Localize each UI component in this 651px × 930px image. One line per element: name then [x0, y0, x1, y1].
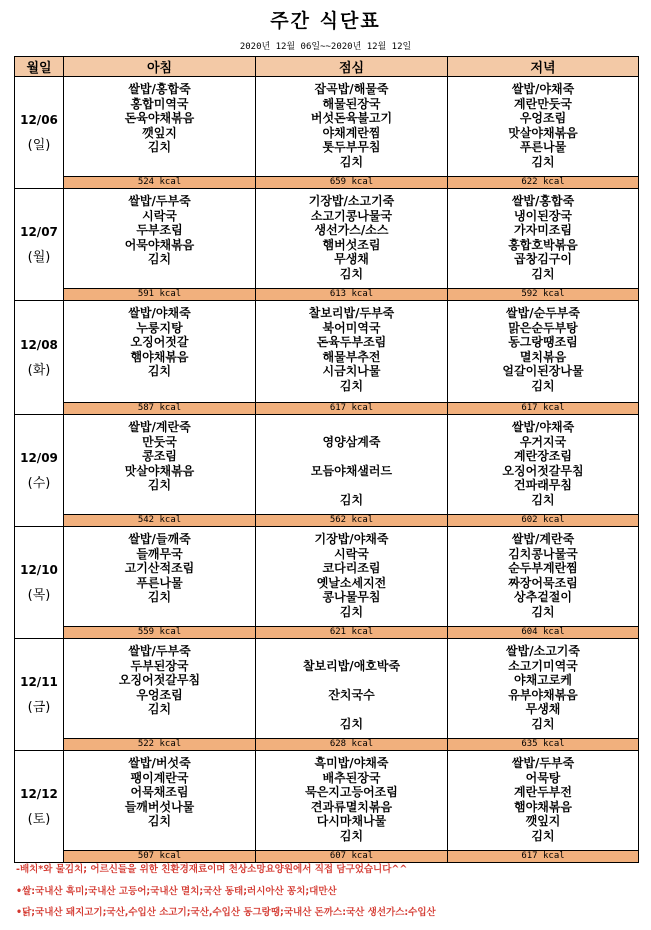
menu-item: 야채계란찜 [322, 125, 381, 140]
kcal-row [15, 515, 639, 527]
dinner-cell [448, 77, 639, 177]
menu-item [256, 449, 447, 464]
menu-item: 들깨무국 [136, 546, 183, 561]
menu-item: 김치 [531, 716, 555, 731]
menu-item: 계란장조림 [514, 449, 572, 464]
menu-item: 두부조림 [136, 223, 183, 238]
menu-item: 얼갈이된장나물 [502, 364, 584, 379]
menu-item: 맛살야채볶음 [508, 125, 578, 140]
menu-item: 고기산적조림 [124, 561, 195, 576]
kcal-value: 592 kcal [448, 289, 639, 301]
menu-item: 김치 [339, 266, 364, 281]
menu-item: 생선가스/소스 [314, 223, 389, 238]
header-dinner: 저녁 [448, 57, 639, 77]
footer-line-2: •쌀:국내산 흑미;국내산 고등어;국내산 멸치;국산 동태;러시아산 꽁치;대만산 [16, 885, 337, 897]
kcal-value: 628 kcal [256, 739, 448, 751]
menu-item: 쌀밥/야채죽 [511, 82, 575, 96]
lunch-cell [256, 77, 448, 177]
kcal-row [15, 739, 639, 751]
footer-line-1: -배치*와 물김치; 어르신들을 위한 친환경재료이며 천상소망요양원에서 직접 담구었습니다^^ [16, 864, 408, 875]
menu-item: 김치콩나물국 [508, 546, 578, 561]
kcal-value: 617 kcal [448, 403, 639, 415]
menu-item: 맑은순두부탕 [508, 320, 578, 335]
lunch-cell [256, 639, 448, 739]
menu-item: 무생채 [334, 252, 369, 267]
menu-item: 쌀밥/야채죽 [128, 306, 191, 320]
menu-item: 들깨버섯나물 [124, 799, 195, 814]
kcal-value: 659 kcal [256, 177, 448, 189]
dinner-cell [448, 527, 639, 627]
menu-item: 계란만둣국 [514, 96, 572, 111]
menu-item: 쌀밥/홍합죽 [511, 194, 575, 208]
menu-item: 김치 [147, 814, 172, 829]
lunch-cell [256, 301, 448, 403]
breakfast-cell [64, 527, 256, 627]
menu-item: 어묵채조림 [130, 785, 189, 800]
lunch-cell [256, 189, 448, 289]
menu-item: 김치 [531, 828, 555, 843]
day-row [15, 639, 639, 739]
menu-item: 코다리조림 [322, 561, 381, 576]
menu-item: 어묵탕 [525, 770, 561, 785]
day-cell [15, 189, 64, 301]
menu-item: 짜장어묵조림 [508, 575, 578, 590]
menu-item: 해물된장국 [322, 96, 381, 111]
menu-item: 햄야채볶음 [514, 799, 572, 814]
kcal-value: 604 kcal [448, 627, 639, 639]
kcal-row [15, 289, 639, 301]
menu-item: 쌀밥/소고기죽 [506, 644, 580, 658]
menu-item: 흑미밥/야채죽 [314, 756, 389, 770]
menu-item: 김치 [339, 378, 364, 393]
kcal-row [15, 627, 639, 639]
menu-item [256, 673, 447, 688]
menu-item: 쌀밥/두부죽 [511, 756, 575, 770]
menu-item: 모듬야채샐러드 [310, 463, 393, 478]
menu-item: 김치 [339, 604, 364, 619]
menu-item: 시락국 [334, 546, 369, 561]
dinner-cell [448, 415, 639, 515]
menu-item: 쌀밥/계란죽 [128, 420, 191, 434]
menu-item: 김치 [339, 716, 364, 731]
dinner-cell [448, 301, 639, 403]
day-of-week: (목) [27, 587, 51, 603]
menu-item: 김치 [147, 140, 172, 155]
kcal-value: 524 kcal [64, 177, 256, 189]
day-of-week: (일) [27, 137, 51, 153]
menu-item: 어묵야채볶음 [124, 237, 195, 252]
lunch-cell [256, 751, 448, 851]
menu-item: 톳두부무침 [322, 140, 381, 155]
menu-item: 오징어젓갈무침 [118, 673, 201, 688]
menu-item: 김치 [531, 378, 555, 393]
menu-item: 냉이된장국 [514, 208, 572, 223]
day-of-week: (월) [27, 249, 51, 265]
menu-item: 쌀밥/두부죽 [128, 194, 191, 208]
menu-item [256, 420, 447, 435]
kcal-value: 602 kcal [448, 515, 639, 527]
day-cell [15, 639, 64, 751]
menu-item: 돈육두부조림 [316, 335, 387, 350]
menu-item: 오징어젓갈무침 [502, 463, 584, 478]
kcal-value: 507 kcal [64, 851, 256, 863]
menu-item: 동그랑땡조림 [508, 335, 578, 350]
menu-item: 잡곡밥/해물죽 [314, 82, 389, 96]
kcal-row [15, 403, 639, 415]
day-date: 12/11 [20, 674, 58, 689]
menu-item: 건파래무침 [514, 478, 572, 493]
menu-item: 쌀밥/순두부죽 [506, 306, 580, 320]
menu-item [256, 478, 447, 493]
day-cell [15, 415, 64, 527]
menu-item: 우거지국 [519, 434, 567, 449]
kcal-value: 607 kcal [256, 851, 448, 863]
day-date: 12/06 [20, 112, 58, 127]
lunch-cell [256, 527, 448, 627]
day-row [15, 415, 639, 515]
kcal-value: 621 kcal [256, 627, 448, 639]
dinner-cell [448, 751, 639, 851]
menu-item: 김치 [147, 478, 172, 493]
breakfast-cell [64, 301, 256, 403]
menu-item: 시금치나물 [322, 364, 381, 379]
day-row [15, 527, 639, 627]
day-row [15, 751, 639, 851]
menu-table [14, 56, 639, 863]
breakfast-cell [64, 639, 256, 739]
header-row [15, 57, 639, 77]
menu-item: 맛살야채볶음 [124, 463, 195, 478]
menu-item: 가자미조림 [514, 223, 572, 238]
menu-item: 곱창김구이 [514, 252, 572, 267]
menu-item: 묵은지고등어조림 [305, 785, 398, 800]
day-of-week: (금) [27, 699, 51, 715]
footer-line-3: •닭;국내산 돼지고기;국산,수입산 소고기;국산,수입산 동그랑땡;국내산 돈까스:국산 생선가스:수입산 [16, 907, 436, 918]
day-cell [15, 527, 64, 639]
menu-item: 김치 [147, 252, 172, 267]
menu-item: 콩나물무침 [322, 590, 381, 605]
kcal-value: 635 kcal [448, 739, 639, 751]
menu-item: 소고기콩나물국 [310, 208, 393, 223]
menu-item: 두부된장국 [130, 658, 189, 673]
kcal-value: 617 kcal [256, 403, 448, 415]
menu-item: 우엉조림 [136, 687, 183, 702]
day-row [15, 77, 639, 177]
day-date: 12/10 [20, 562, 58, 577]
menu-item: 야채고로케 [514, 673, 572, 688]
page-title: 주간 식단표 [270, 10, 381, 32]
menu-item: 무생채 [525, 702, 561, 717]
menu-item: 소고기미역국 [508, 658, 578, 673]
day-date: 12/07 [20, 224, 58, 239]
kcal-value: 591 kcal [64, 289, 256, 301]
menu-item: 잔치국수 [328, 687, 375, 702]
breakfast-cell [64, 189, 256, 289]
menu-item: 유부야채볶음 [508, 687, 578, 702]
menu-item: 쌀밥/계란죽 [511, 532, 575, 546]
kcal-value: 587 kcal [64, 403, 256, 415]
menu-item: 김치 [339, 828, 364, 843]
menu-item: 우엉조림 [519, 111, 567, 126]
menu-item: 팽이계란국 [130, 770, 189, 785]
menu-item: 찰보리밥/두부죽 [308, 306, 395, 320]
kcal-value: 613 kcal [256, 289, 448, 301]
menu-item: 쌀밥/두부죽 [128, 644, 191, 658]
breakfast-cell [64, 415, 256, 515]
menu-item: 기장밥/소고기죽 [308, 194, 395, 208]
menu-item: 햄야채볶음 [130, 349, 189, 364]
day-cell [15, 301, 64, 415]
day-cell [15, 751, 64, 863]
kcal-value: 617 kcal [448, 851, 639, 863]
menu-item [256, 644, 447, 659]
menu-item: 쌀밥/야채죽 [511, 420, 575, 434]
menu-item: 견과류멸치볶음 [310, 799, 393, 814]
menu-item: 홍합호박볶음 [508, 237, 578, 252]
day-date: 12/08 [20, 337, 58, 352]
menu-item: 김치 [339, 154, 364, 169]
kcal-value: 559 kcal [64, 627, 256, 639]
day-of-week: (토) [27, 811, 51, 827]
day-date: 12/12 [20, 786, 58, 801]
header-breakfast: 아침 [64, 57, 256, 77]
menu-item: 계란두부전 [514, 785, 572, 800]
day-cell [15, 77, 64, 189]
menu-item: 찰보리밥/애호박죽 [302, 658, 401, 673]
menu-item: 쌀밥/버섯죽 [128, 756, 191, 770]
day-of-week: (화) [27, 362, 51, 378]
menu-item: 다시마채나물 [316, 814, 387, 829]
menu-item: 상추겉절이 [514, 590, 572, 605]
date-range: 2020년 12월 06일~~2020년 12월 12일 [239, 42, 412, 52]
menu-item: 김치 [531, 154, 555, 169]
menu-item: 시락국 [142, 208, 177, 223]
menu-item: 배추된장국 [322, 770, 381, 785]
menu-item: 영양삼계죽 [322, 434, 381, 449]
dinner-cell [448, 189, 639, 289]
menu-item: 김치 [531, 492, 555, 507]
menu-item: 해물부추전 [322, 349, 381, 364]
dinner-cell [448, 639, 639, 739]
menu-item: 김치 [147, 364, 172, 379]
menu-item: 김치 [531, 604, 555, 619]
day-date: 12/09 [20, 450, 58, 465]
menu-item: 버섯돈육불고기 [310, 111, 393, 126]
lunch-cell [256, 415, 448, 515]
menu-item: 기장밥/야채죽 [314, 532, 389, 546]
day-row [15, 189, 639, 289]
menu-item: 북어미역국 [322, 320, 381, 335]
menu-item: 순두부계란찜 [508, 561, 578, 576]
menu-item: 오징어젓갈 [130, 335, 189, 350]
day-row [15, 301, 639, 403]
kcal-value: 622 kcal [448, 177, 639, 189]
menu-item: 콩조림 [142, 449, 177, 464]
kcal-value: 542 kcal [64, 515, 256, 527]
menu-item: 멸치볶음 [519, 349, 567, 364]
menu-item: 옛날소세지전 [316, 575, 387, 590]
menu-item: 김치 [531, 266, 555, 281]
breakfast-cell [64, 77, 256, 177]
menu-item: 깻잎지 [525, 814, 561, 829]
menu-item: 쌀밥/들깨죽 [128, 532, 191, 546]
menu-item: 돈육야채볶음 [124, 111, 195, 126]
menu-item: 김치 [147, 590, 172, 605]
header-day: 월일 [15, 57, 64, 77]
menu-item: 푸른나물 [519, 140, 567, 155]
breakfast-cell [64, 751, 256, 851]
menu-item: 깻잎지 [142, 125, 177, 140]
menu-item: 누룽지탕 [136, 320, 183, 335]
menu-item: 쌀밥/홍합죽 [128, 82, 191, 96]
footer-notes [16, 859, 636, 924]
day-of-week: (수) [27, 475, 51, 491]
menu-item: 만둣국 [142, 434, 177, 449]
menu-item: 햄버섯조림 [322, 237, 381, 252]
menu-body [15, 77, 639, 863]
menu-item: 푸른나물 [136, 575, 183, 590]
kcal-value: 522 kcal [64, 739, 256, 751]
menu-item [256, 702, 447, 717]
menu-item: 김치 [147, 702, 172, 717]
kcal-value: 562 kcal [256, 515, 448, 527]
header-lunch: 점심 [256, 57, 448, 77]
kcal-row [15, 177, 639, 189]
menu-item: 홍합미역국 [130, 96, 189, 111]
menu-item: 김치 [339, 492, 364, 507]
